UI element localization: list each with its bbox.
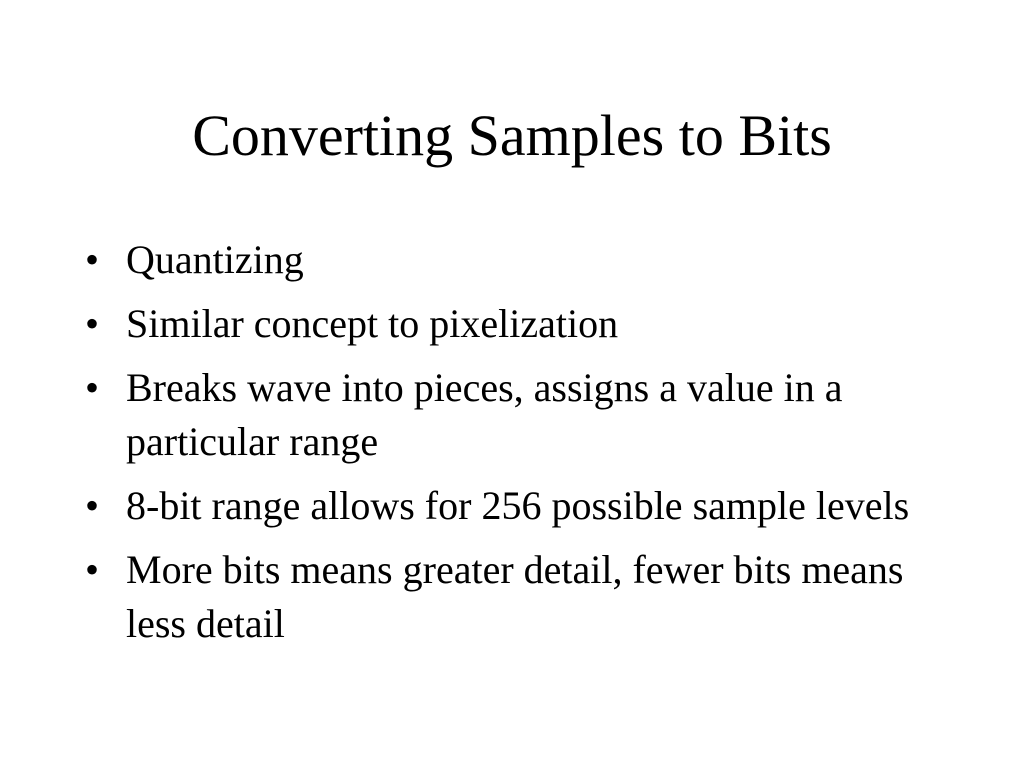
slide-title: Converting Samples to Bits — [192, 103, 832, 168]
bullet-text: 8-bit range allows for 256 possible sample levels — [126, 483, 910, 528]
bullet-marker: • — [85, 547, 100, 592]
bullet-marker: • — [85, 483, 100, 528]
bullet-text: Similar concept to pixelization — [126, 301, 619, 346]
bullet-text: Quantizing — [126, 237, 304, 282]
bullet-text: More bits means greater detail, fewer bits means less detail — [126, 547, 904, 646]
bullet-marker: • — [85, 301, 100, 346]
bullet-item — [85, 479, 935, 533]
bullet-item — [85, 297, 935, 351]
bullet-item — [85, 233, 935, 287]
bullet-list — [85, 233, 935, 661]
bullet-text: Breaks wave into pieces, assigns a value in a particular range — [126, 365, 843, 464]
bullet-item — [85, 543, 935, 651]
bullet-item — [85, 361, 935, 469]
bullet-marker: • — [85, 365, 100, 410]
bullet-marker: • — [85, 237, 100, 282]
